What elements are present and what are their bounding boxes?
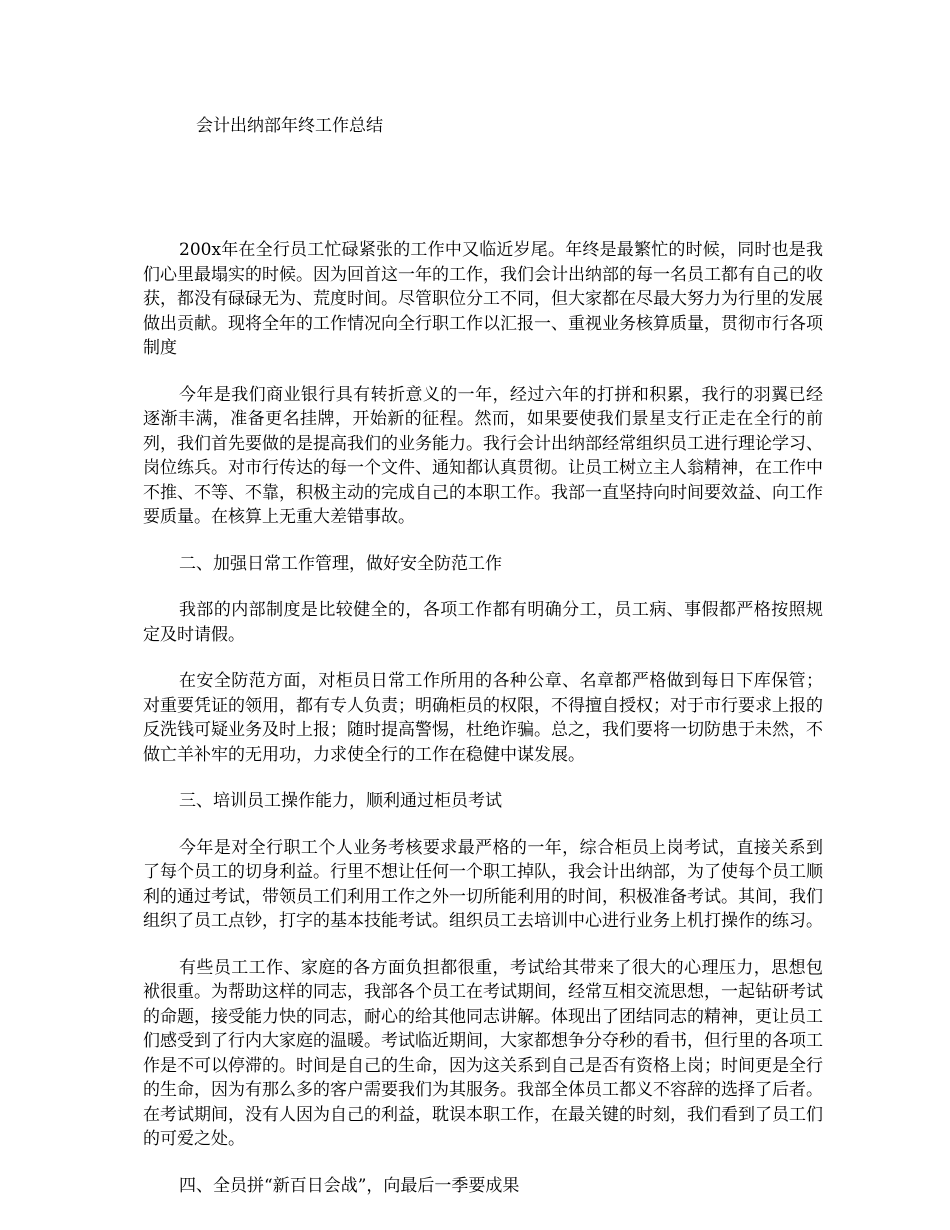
- section-heading-daily-management: 二、加强日常工作管理，做好安全防范工作: [179, 553, 502, 574]
- paragraph-teamwork: 有些员工工作、家庭的各方面负担都很重，考试给其带来了很大的心理压力，思想包袱很重。为帮助这样的同志，我部各个员工在考试期间，经常互相交流思想，一起钻研考试的命题，接受能力快的同志，耐心的给其他同志讲解。体现出了团结同志的精神，更让员工们感受到了行内大家庭的温暖。考试临近期间，大家都想争分夺秒的看书，但行里的各项工作是不可以停滞的。时间是自己的生命，因为这关系到自己是否有资格上岗；时间更是全行的生命，因为有那么多的客户需要我们为其服务。我部全体员工都义不容辞的选择了后者。在考试期间，没有人因为自己的利益，耽误本职工作，在最关键的时刻，我们看到了员工们的可爱之处。: [143, 957, 823, 1149]
- paragraph-intro: 200x年在全行员工忙碌紧张的工作中又临近岁尾。年终是最繁忙的时候，同时也是我们心里最塌实的时候。因为回首这一年的工作，我们会计出纳部的每一名员工都有自己的收获，都没有碌碌无为、荒度时间。尽管职位分工不同，但大家都在尽最大努力为行里的发展做出贡献。现将全年的工作情况向全行职工作以汇报一、重视业务核算质量，贯彻市行各项制度: [143, 240, 823, 358]
- section-heading-hundred-days: 四、全员拼“新百日会战”，向最后一季要成果: [179, 1175, 520, 1196]
- section-heading-training: 三、培训员工操作能力，顺利通过柜员考试: [179, 791, 502, 811]
- paragraph-exam: 今年是对全行职工个人业务考核要求最严格的一年，综合柜员上岗考试，直接关系到了每个员工的切身利益。行里不想让任何一个职工掉队，我会计出纳部，为了使每个员工顺利的通过考试，带领员工们利用工作之外一切所能利用的时间，积极准备考试。其间，我们组织了员工点钞，打字的基本技能考试。组织员工去培训中心进行业务上机打操作的练习。: [143, 837, 823, 931]
- paragraph-security: 在安全防范方面，对柜员日常工作所用的各种公章、名章都严格做到每日下库保管；对重要凭证的领用，都有专人负责；明确柜员的权限，不得擅自授权；对于市行要求上报的反洗钱可疑业务及时上报；随时提高警惕，杜绝诈骗。总之，我们要将一切防患于未然，不做亡羊补牢的无用功，力求使全行的工作在稳健中谋发展。: [143, 671, 823, 765]
- paragraph-internal-rules: 我部的内部制度是比较健全的，各项工作都有明确分工，员工病、事假都严格按照规定及时请假。: [143, 600, 823, 645]
- document-title: 会计出纳部年终工作总结: [196, 116, 383, 136]
- document-body: [143, 238, 823, 1220]
- paragraph-business-quality: 今年是我们商业银行具有转折意义的一年，经过六年的打拼和积累，我行的羽翼已经逐渐丰满，准备更名挂牌，开始新的征程。然而，如果要使我们景星支行正走在全行的前列，我们首先要做的是提高我们的业务能力。我行会计出纳部经常组织员工进行理论学习、岗位练兵。对市行传达的每一个文件、通知都认真贯彻。让员工树立主人翁精神，在工作中不推、不等、不靠，积极主动的完成自己的本职工作。我部一直坚持向时间要效益、向工作要质量。在核算上无重大差错事故。: [143, 384, 823, 527]
